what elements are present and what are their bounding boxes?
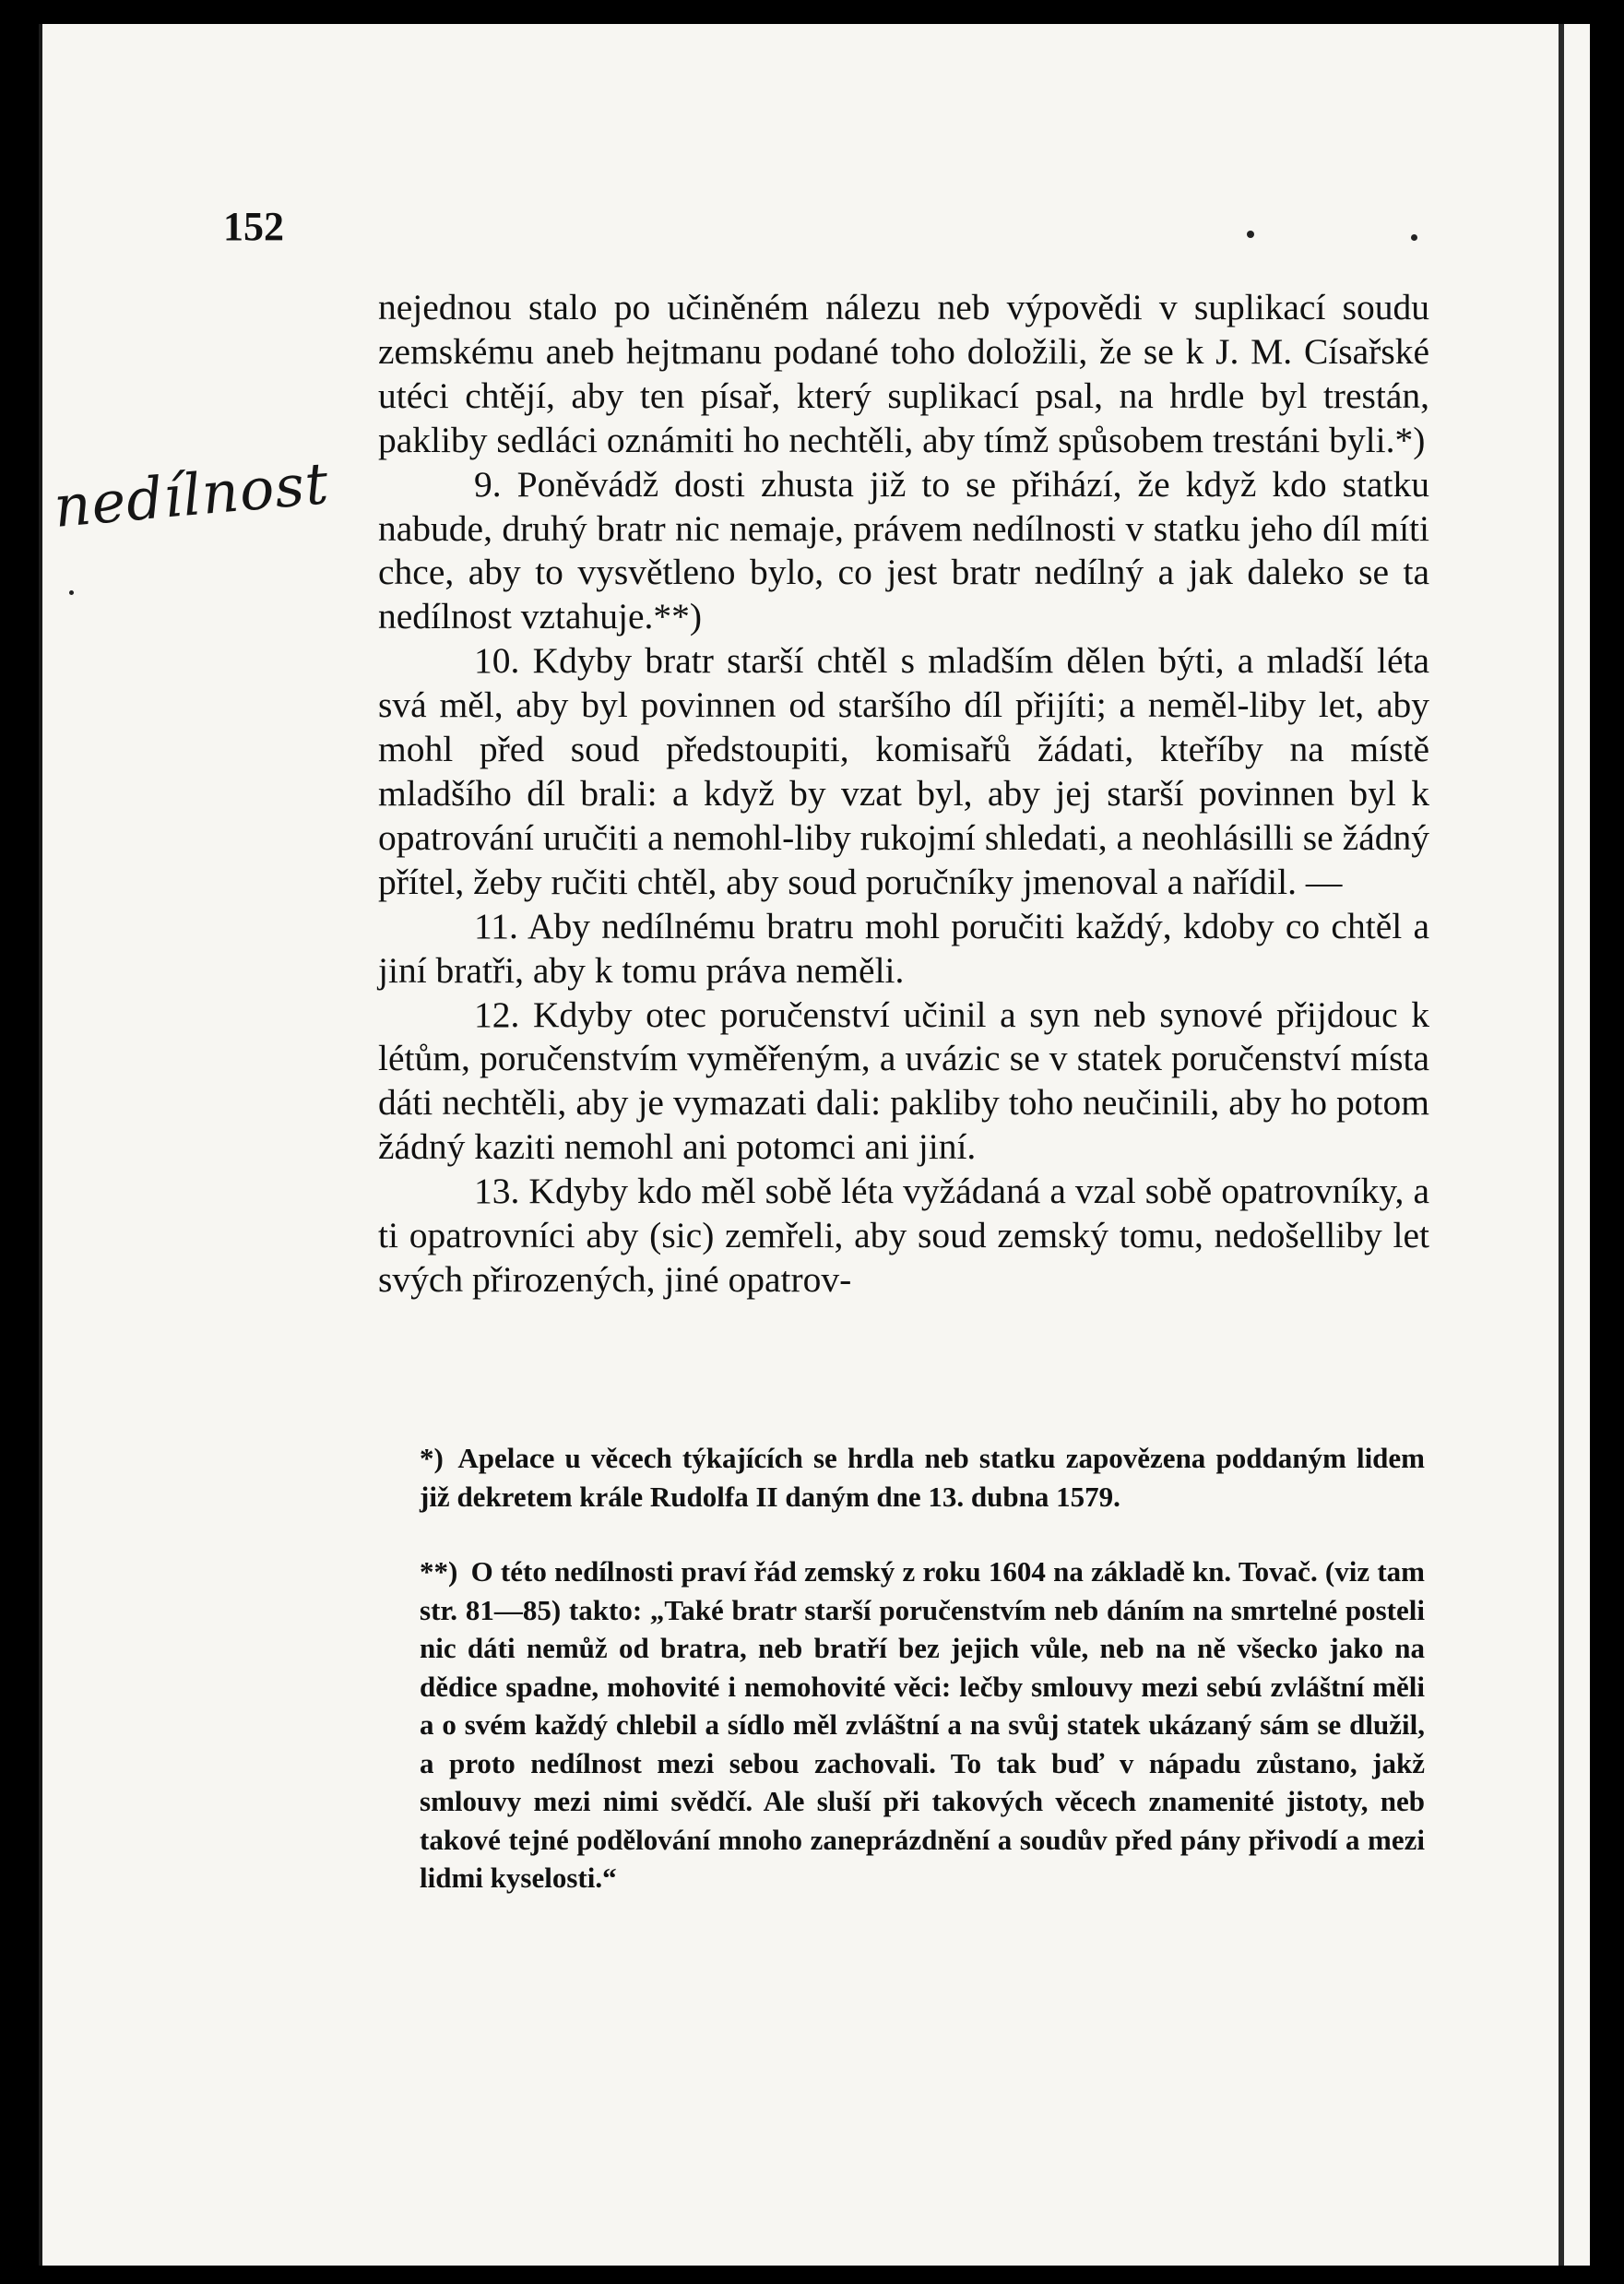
page-edge <box>1559 24 1564 2266</box>
paragraph: 11. Aby nedílnému bratru mohl poručiti každý, kdoby co chtěl a jiní bratři, aby k tomu práva neměli. <box>378 905 1429 991</box>
ink-speck <box>1247 231 1254 238</box>
paragraph: nejednou stalo po učiněném nálezu neb výpovědi v suplikací soudu zemskému aneb hejtmanu podané toho doložili, že se k J. M. Císařské utéci chtějí, aby ten písař, který suplikací psal, na hrdle byl trestán, pakliby sedláci oznámiti ho nechtěli, aby tímž spůsobem trestáni byli.*) <box>378 287 1429 460</box>
footnote <box>420 1552 1425 1897</box>
footnote-text: Apelace u věcech týkajících se hrdla neb statku zapovězena poddaným lidem již dekretem krále Rudolfa II daným dne 13. dubna 1579. <box>420 1442 1426 1513</box>
page-number: 152 <box>223 204 284 249</box>
paragraph: 13. Kdyby kdo měl sobě léta vyžádaná a vzal sobě opatrovníky, a ti opatrovníci aby (sic) zemřeli, aby soud zemský tomu, nedošelliby let svých přirozených, jiné opatrov- <box>378 1171 1429 1300</box>
footnote-text: O této nedílnosti praví řád zemský z roku 1604 na základě kn. Tovač. (viz tam str. 81—85) takto: „Také bratr starší poručenstvím neb dáním na smrtelné posteli nic dáti nemůž od bratra, neb bratří bez jejich vůle, neb na ně všecko jako na dědice spadne, mohovité i nemohovité věci: lečby smlouvy mezi sebú zvláštní měli a o svém každý chlebil a sídlo měl zvláštní a na svůj statek ukázaný sám se dlužil, a proto nedílnost mezi sebou zachovali. To tak buď v nápadu zůstano, jakž smlouvy mezi nimi svědčí. Ale sluší při takových věcech znamenité jistoty, neb takové tejné podělování mnoho zaneprázdnění a soudův před pány přivodí a mezi lidmi kyselosti.“ <box>420 1555 1426 1894</box>
ink-speck <box>1411 234 1417 241</box>
footnote <box>420 1439 1425 1516</box>
handwritten-margin-note: nedílnost <box>51 449 332 541</box>
paragraph: 10. Kdyby bratr starší chtěl s mladším dělen býti, a mladší léta svá měl, aby byl povinnen od staršího díl přijíti; a neměl-liby let, aby mohl před soud předstoupiti, komisařů žádati, kteříby na místě mladšího díl brali: a když by vzat byl, aby jej starší povinnen byl k opatrování uručiti a nemohl-liby rukojmí shledati, a neohlásilli se žádný přítel, žeby ručiti chtěl, aby soud poručníky jmenoval a nařídil. — <box>378 640 1429 902</box>
main-text <box>378 286 1429 1303</box>
footnotes <box>420 1439 1425 1934</box>
paragraph: 9. Poněvádž dosti zhusta již to se přihází, že když kdo statku nabude, druhý bratr nic nemaje, právem nedílnosti v statku jeho díl míti chce, aby to vysvětleno bylo, co jest bratr nedílný a jak daleko se ta nedílnost vztahuje.**) <box>378 463 1429 637</box>
paragraph: 12. Kdyby otec poručenství učinil a syn neb synové přijdouc k létům, poručenstvím vyměřeným, a uvázic se v statek poručenství místa dáti nechtěli, aby je vymazati dali: pakliby toho neučinili, aby ho potom žádný kaziti nemohl ani potomci ani jiní. <box>378 993 1429 1168</box>
footnote-mark: **) <box>420 1555 458 1588</box>
ink-speck <box>69 590 74 595</box>
footnote-mark: *) <box>420 1442 444 1474</box>
